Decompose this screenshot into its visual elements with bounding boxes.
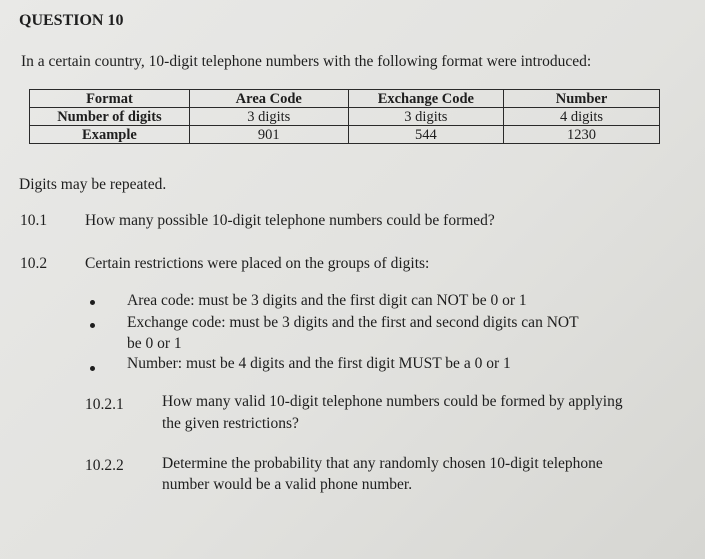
- table-cell: Number of digits: [30, 108, 190, 126]
- table-cell: 3 digits: [348, 108, 503, 126]
- table-row: [30, 90, 660, 108]
- restriction-area-code: Area code: must be 3 digits and the first digit can NOT be 0 or 1: [127, 292, 527, 309]
- repetition-note: Digits may be repeated.: [19, 176, 167, 193]
- restriction-number: Number: must be 4 digits and the first digit MUST be a 0 or 1: [127, 355, 511, 372]
- table-cell: 3 digits: [189, 108, 348, 126]
- format-table: [29, 89, 660, 144]
- bullet-icon: [90, 323, 95, 328]
- question-title: QUESTION 10: [19, 12, 124, 29]
- restriction-exchange-code-cont: be 0 or 1: [127, 335, 182, 352]
- question-text-10-2-2: Determine the probability that any randomly chosen 10-digit telephone: [162, 455, 603, 472]
- question-text-10-2-1: How many valid 10-digit telephone numbers could be formed by applying: [162, 393, 623, 410]
- table-header-exchange-code: Exchange Code: [348, 90, 503, 108]
- question-intro: In a certain country, 10-digit telephone numbers with the following format were introduced:: [21, 53, 592, 70]
- bullet-icon: [90, 366, 95, 371]
- table-row: [30, 126, 660, 144]
- table-cell: 4 digits: [504, 108, 660, 126]
- table-header-format: Format: [30, 90, 190, 108]
- question-text-10-2-2-cont: number would be a valid phone number.: [162, 476, 413, 493]
- question-text-10-2: Certain restrictions were placed on the groups of digits:: [85, 255, 430, 272]
- question-number-10-1: 10.1: [20, 212, 48, 229]
- table-row: [30, 108, 660, 126]
- restriction-exchange-code: Exchange code: must be 3 digits and the first and second digits can NOT: [127, 314, 579, 331]
- table-cell: 901: [189, 126, 348, 144]
- question-number-10-2-1: 10.2.1: [85, 396, 124, 413]
- question-number-10-2-2: 10.2.2: [85, 457, 124, 474]
- table-cell: 1230: [504, 126, 660, 144]
- question-text-10-2-1-cont: the given restrictions?: [162, 415, 299, 432]
- table-cell: 544: [348, 126, 503, 144]
- table-header-area-code: Area Code: [189, 90, 348, 108]
- table-cell: Example: [30, 126, 190, 144]
- question-number-10-2: 10.2: [20, 255, 48, 272]
- bullet-icon: [90, 300, 95, 305]
- table-header-number: Number: [504, 90, 660, 108]
- question-text-10-1: How many possible 10-digit telephone numbers could be formed?: [85, 212, 495, 229]
